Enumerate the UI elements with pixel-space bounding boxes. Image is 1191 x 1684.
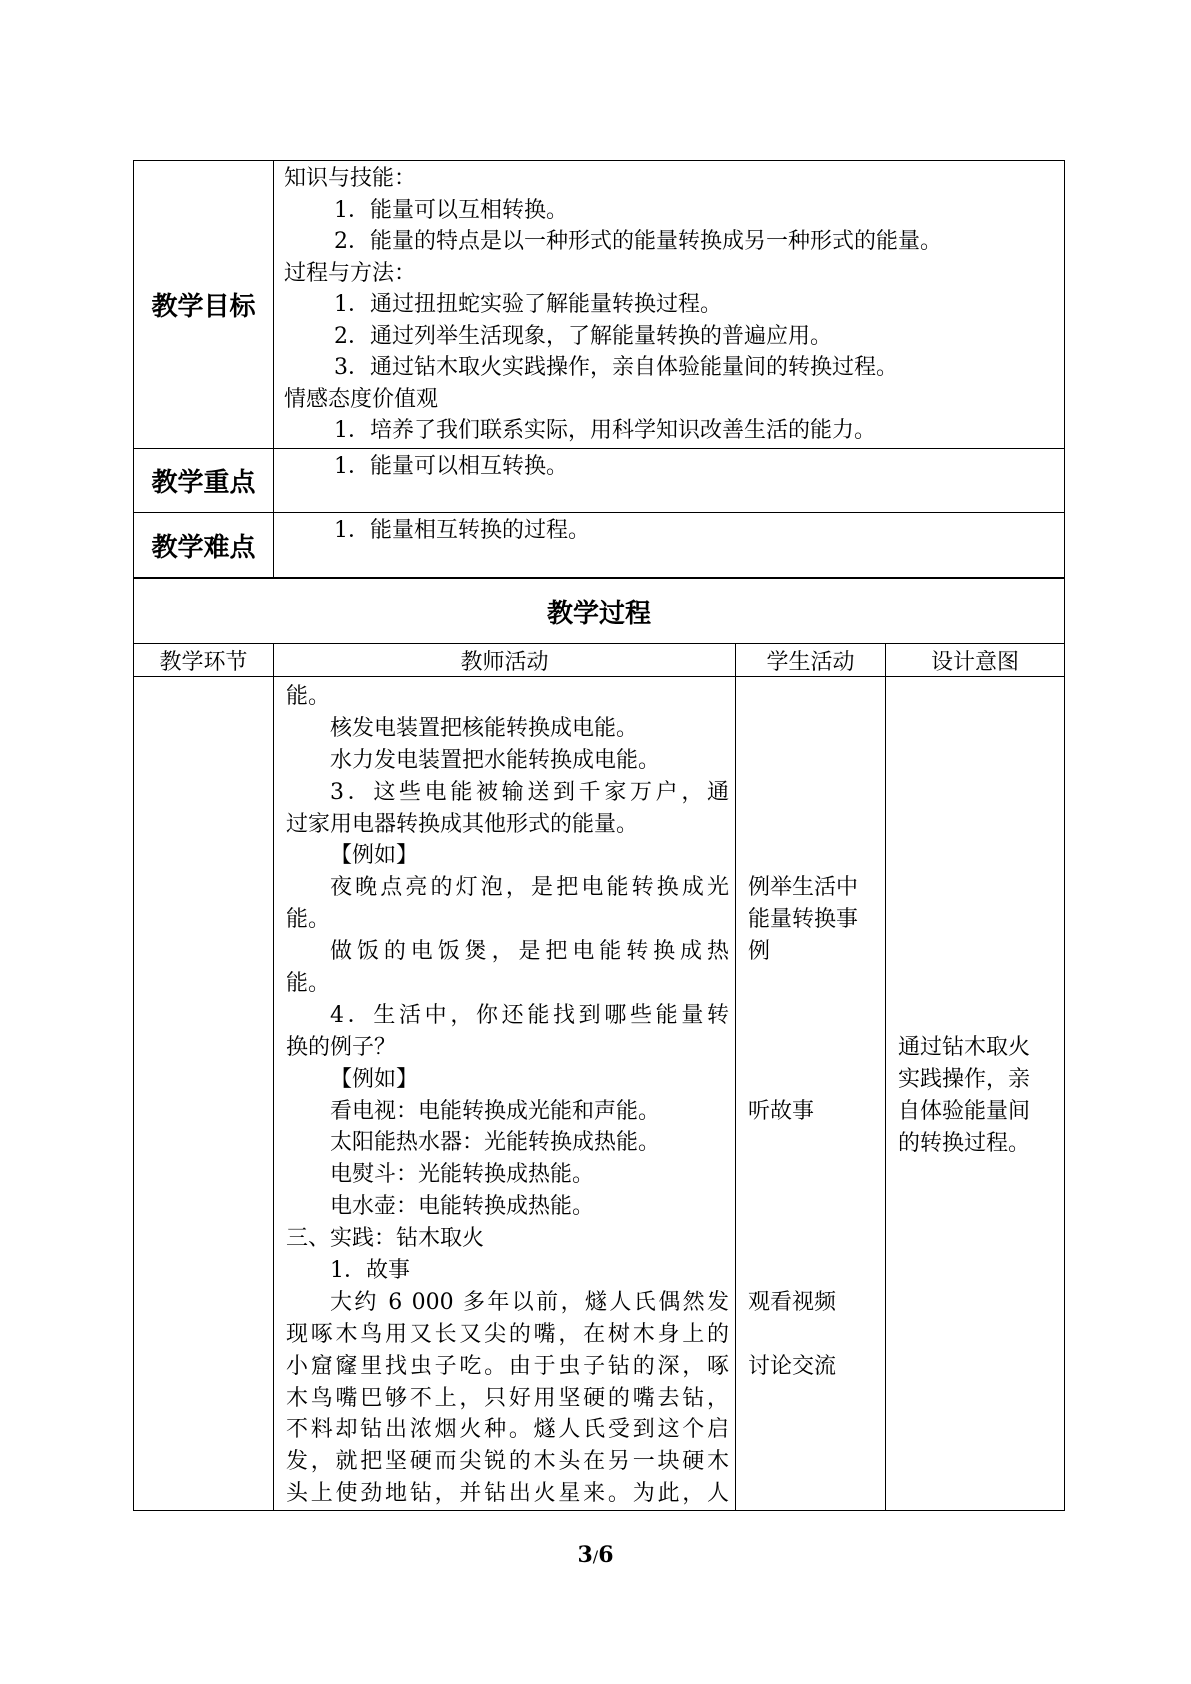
teacher-line: 4．生活中，你还能找到哪些能量转	[330, 1002, 729, 1028]
teacher-line: 电水壶：电能转换成热能。	[330, 1194, 595, 1220]
student-activity-line: 讨论交流	[748, 1353, 837, 1379]
teacher-line: 做饭的电饭煲，是把电能转换成热	[330, 939, 729, 965]
design-intent-line: 通过钻木取火	[898, 1034, 1031, 1060]
page-number	[0, 1542, 1191, 1568]
student-activity	[748, 872, 858, 968]
goals-line: 2．通过列举生活现象，了解能量转换的普遍应用。	[334, 323, 832, 349]
student-activity-line: 观看视频	[748, 1290, 837, 1316]
objectives-table	[133, 160, 1065, 578]
teacher-line: 夜晚点亮的灯泡，是把电能转换成光	[330, 875, 729, 901]
teacher-line: 【例如】	[330, 1066, 419, 1092]
goals-line: 过程与方法：	[284, 260, 417, 286]
teacher-line: 电熨斗：光能转换成热能。	[330, 1162, 595, 1188]
teacher-line: 三、实践：钻木取火	[286, 1226, 485, 1252]
difficulties-text: 1．能量相互转换的过程。	[334, 518, 590, 543]
teacher-line: 能。	[286, 684, 331, 709]
teacher-line: 换的例子？	[286, 1034, 397, 1060]
key-points-text: 1．能量可以相互转换。	[334, 454, 568, 479]
header-stage: 教学环节	[134, 644, 274, 677]
teacher-line: 不料却钻出浓烟火种。燧人氏受到这个启	[286, 1417, 729, 1443]
process-title-row	[134, 579, 1065, 644]
student-activity-line: 听故事	[748, 1098, 815, 1124]
process-body-row	[134, 677, 1065, 1511]
page-total: 6	[598, 1542, 614, 1568]
difficulties-label: 教学难点	[134, 513, 274, 578]
teacher-activity-cell	[274, 677, 736, 1511]
teacher-line: 【例如】	[330, 843, 419, 869]
goals-content	[274, 161, 1065, 449]
goals-line: 知识与技能：	[284, 166, 417, 191]
key-points-row	[134, 449, 1065, 513]
teacher-line: 过家用电器转换成其他形式的能量。	[286, 811, 639, 837]
goals-row	[134, 161, 1065, 449]
student-activity	[748, 1287, 836, 1319]
student-activity	[748, 1096, 814, 1128]
teacher-line: 小窟窿里找虫子吃。由于虫子钻的深，啄	[286, 1353, 729, 1379]
teacher-line: 1．故事	[330, 1258, 410, 1284]
stage-cell	[134, 677, 274, 1511]
goals-line: 情感态度价值观	[284, 386, 439, 412]
student-activity-line: 能量转换事	[748, 907, 859, 933]
student-activity	[748, 1351, 836, 1383]
teacher-line: 木鸟嘴巴够不上，只好用坚硬的嘴去钻，	[286, 1385, 729, 1411]
header-student: 学生活动	[736, 644, 886, 677]
process-title: 教学过程	[134, 579, 1065, 644]
goals-label: 教学目标	[134, 161, 274, 449]
goals-line: 2．能量的特点是以一种形式的能量转换成另一种形式的能量。	[334, 229, 942, 254]
design-intent-line: 自体验能量间	[898, 1098, 1031, 1124]
difficulties-row	[134, 513, 1065, 578]
teacher-line: 发，就把坚硬而尖锐的木头在另一块硬木	[286, 1449, 729, 1475]
goals-line: 1．培养了我们联系实际，用科学知识改善生活的能力。	[334, 418, 876, 443]
design-intent-cell	[886, 677, 1065, 1511]
design-intent-line: 的转换过程。	[898, 1130, 1031, 1156]
teacher-line: 大约 6 000 多年以前，燧人氏偶然发	[330, 1289, 729, 1315]
goals-line: 3．通过钻木取火实践操作，亲自体验能量间的转换过程。	[334, 355, 898, 380]
process-header-row	[134, 644, 1065, 677]
design-intent	[898, 1032, 1030, 1160]
key-points-content	[274, 449, 1065, 513]
header-teacher: 教师活动	[274, 644, 736, 677]
goals-line: 1．能量可以互相转换。	[334, 197, 568, 223]
teacher-line: 现啄木鸟用又长又尖的嘴，在树木身上的	[286, 1321, 729, 1347]
teacher-line: 水力发电装置把水能转换成电能。	[330, 747, 661, 773]
process-table	[133, 578, 1065, 1511]
teacher-line: 3．这些电能被输送到千家万户，通	[330, 779, 729, 805]
teacher-line: 太阳能热水器：光能转换成热能。	[330, 1130, 661, 1156]
goals-line: 1．通过扭扭蛇实验了解能量转换过程。	[334, 292, 722, 317]
teacher-line: 能。	[286, 971, 331, 997]
teacher-line: 头上使劲地钻，并钻出火星来。为此，人	[286, 1481, 729, 1507]
header-design: 设计意图	[886, 644, 1065, 677]
student-activity-cell	[736, 677, 886, 1511]
key-points-label: 教学重点	[134, 449, 274, 513]
student-activity-line: 例举生活中	[748, 875, 859, 901]
teacher-line: 看电视：电能转换成光能和声能。	[330, 1098, 661, 1124]
page-separator: /	[592, 1547, 599, 1566]
difficulties-content	[274, 513, 1065, 578]
student-activity-line: 例	[748, 939, 771, 965]
design-intent-line: 实践操作，亲	[898, 1066, 1031, 1092]
teacher-line: 核发电装置把核能转换成电能。	[330, 715, 639, 741]
teacher-line: 能。	[286, 907, 331, 933]
page-current: 3	[577, 1542, 593, 1568]
